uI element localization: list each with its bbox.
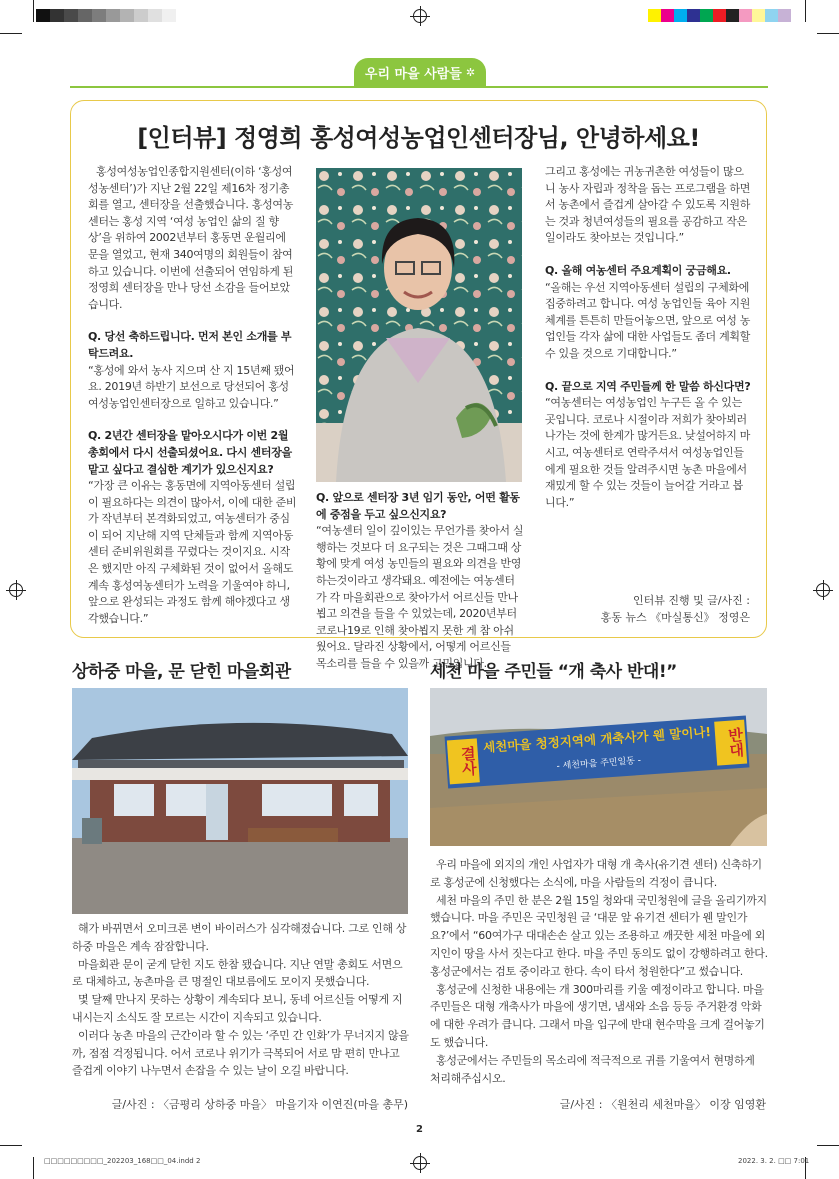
interviewee-photo	[316, 168, 522, 482]
registration-mark-left	[9, 583, 23, 597]
interview-question-1: Q. 당선 축하드립니다. 먼저 본인 소개를 부탁드려요.	[88, 330, 292, 360]
interview-credit	[545, 593, 750, 626]
banner-left-text: 결사	[447, 738, 480, 784]
interview-credit-line-1: 인터뷰 진행 및 글/사진 :	[632, 594, 750, 607]
print-footer-filename: □□□□□□□□□_202203_168□□_04.indd 2	[44, 1157, 201, 1165]
registration-mark-bottom	[413, 1156, 427, 1170]
banner-sub-text: - 세천마을 주민일동 -	[556, 755, 642, 772]
interview-column-3	[545, 164, 751, 511]
banner-right-text: 반대	[714, 720, 747, 766]
registration-mark-top	[413, 9, 427, 23]
protest-banner-photo	[430, 688, 767, 846]
story-left-paragraph: 마을회관 문이 굳게 닫힌 지도 한참 됐습니다. 지난 연말 총회도 서면으로 대체하고, 농촌마을 큰 명절인 대보름에도 모이지 못했습니다.	[72, 957, 403, 989]
interview-answer-5: “여농센터는 여성농업인 누구든 올 수 있는 곳입니다. 코로나 시절이라 저희가 찾아뵈러 나가는 것에 한계가 많거든요. 낮설어하지 마시고, 여농센터로 연락주셔서 여성농업인들에게 필요한 것들 알려주시면 농촌 마을에서 재밌게 할 수 있는 것들이 늘어갈 거라고 봅니다.”	[545, 396, 751, 509]
section-tag	[354, 58, 486, 86]
section-tag-label: 우리 마을 사람들	[364, 66, 462, 82]
interview-answer-2: “가장 큰 이유는 홍동면에 지역아동센터 설립이 필요하다는 의견이 많아서, 이에 대한 준비가 작년부터 본격화되었고, 여농센터가 중심이 되어 지난해 지역 단체들과 함께 지역아동센터 준비위원회를 꾸렸다는 것이지요. 시작은 했지만 아직 구체화된 것이 없어서 올해도 계속 홍성여농센터가 노력을 기울여야 하니, 앞으로 완성되는 과정도 함께 해야겠다고 생각했습니다.”	[88, 479, 297, 625]
story-right-body	[430, 856, 768, 1087]
interview-column-2	[316, 490, 524, 673]
story-right-title: 세천 마을 주민들 “개 축사 반대!”	[430, 662, 677, 682]
story-right-paragraph: 우리 마을에 외지의 개인 사업자가 대형 개 축사(유기견 센터) 신축하기로 홍성군에 신청했다는 소식에, 마을 사람들의 걱정이 큽니다.	[430, 858, 762, 889]
village-hall-photo	[72, 688, 408, 914]
story-right-paragraph: 홍성군에서는 주민들의 목소리에 적극적으로 귀를 기울여서 현명하게 처리해주십시오.	[430, 1053, 755, 1085]
story-left-paragraph: 몇 달째 만나지 못하는 상황이 계속되다 보니, 동네 어르신들 어떻게 지내시는지 소식도 잘 모르는 시간이 지속되고 있습니다.	[72, 993, 403, 1024]
interview-answer-1: “홍성에 와서 농사 지으며 산 지 15년째 됐어요. 2019년 하반기 보선으로 당선되어 홍성여성농업인센터장으로 일하고 있습니다.”	[88, 363, 295, 410]
story-left-paragraph: 이러다 농촌 마을의 근간이라 할 수 있는 ‘주민 간 인화’가 무너지지 않을까, 점점 걱정됩니다. 어서 코로나 위기가 극복되어 서로 맘 편히 만나고 즐겁게 이야기 나누면서 손잡을 수 있는 날이 오길 바랍니다.	[72, 1028, 409, 1078]
registration-mark-right	[816, 583, 830, 597]
section-divider	[70, 86, 768, 88]
interview-column-1	[88, 164, 298, 627]
story-left-body	[72, 920, 410, 1080]
print-footer-timestamp: 2022. 3. 2. □□ 7:01	[738, 1157, 810, 1165]
interview-credit-line-2: 홍동 뉴스 《마실통신》 정영은	[600, 610, 750, 624]
interview-question-3: Q. 앞으로 센터장 3년 임기 동안, 어떤 활동에 중점을 두고 싶으신지요?	[316, 491, 520, 521]
interview-question-5: Q. 끝으로 지역 주민들께 한 말씀 하신다면?	[545, 379, 751, 393]
story-right-credit: 글/사진 : 〈원천리 세천마을〉 이장 임영환	[559, 1098, 766, 1111]
interview-title: [인터뷰] 정영희 홍성여성농업인센터장님, 안녕하세요!	[137, 124, 700, 152]
story-left-paragraph: 해가 바뀌면서 오미크론 변이 바이러스가 심각해졌습니다. 그로 인해 상하중 마을은 계속 잠잠합니다.	[72, 922, 407, 953]
interview-intro: 홍성여성농업인종합지원센터(이하 ‘홍성여성농센터’)가 지난 2월 22일 제16차 정기총회를 열고, 센터장을 선출했습니다. 홍성여농센터는 홍성 지역 ‘여성 농업인 삶의 질 향상’을 위하여 2002년부터 홍동면 운월리에 문을 열었고, 현재 340여명의 회원들이 참여하고 있습니다. 이번에 선출되어 연임하게 된 정영희 센터장을 만나 당선 소감을 들어보았습니다.	[88, 165, 294, 311]
story-left-title: 상하중 마을, 문 닫힌 마을회관	[72, 662, 291, 682]
interview-answer-4: “올해는 우선 지역아동센터 설립의 구체화에 집중하려고 합니다. 여성 농업인들 육아 지원 체계를 튼튼히 만들어놓으면, 앞으로 여성 농업인들 각자 삶에 대한 사업들도 좀더 계획할 수 있을 것으로 기대합니다.”	[545, 280, 751, 360]
story-right-paragraph: 홍성군에 신청한 내용에는 개 300마리를 키울 예정이라고 합니다. 마을 주민들은 대형 개축사가 마을에 생기면, 냄새와 소음 등등 주거환경 악화에 대한 우려가 큽니다. 그래서 마을 입구에 반대 현수막을 크게 걸어놓기도 했습니다.	[430, 982, 765, 1049]
story-left-credit: 글/사진 : 〈금평리 상하중 마을〉 마을기자 이연진(마을 총무)	[111, 1098, 408, 1111]
interview-answer-3: “여농센터 일이 깊이있는 무언가를 찾아서 실행하는 것보다 더 요구되는 것은 그때그때 상황에 맞게 여성 농민들의 필요와 의견을 반영하는것이라고 생각돼요. 예전에는 여농센터가 각 마을회관으로 찾아가서 어르신들 만나뵙고 의견을 들을 수 있었는데, 2020년부터 코로나19로 인해 찾아뵙지 못한 게 참 아쉬웠어요. 달라진 상황에서, 어떻게 어르신들 목소리를 들을 수 있을까 고민입니다.	[316, 524, 524, 670]
sparkle-icon: ✲	[465, 65, 476, 79]
interview-question-4: Q. 올해 여농센터 주요계획이 궁금해요.	[545, 263, 731, 277]
interview-question-2: Q. 2년간 센터장을 맡아오시다가 이번 2월 총회에서 다시 선출되셨어요. 다시 센터장을 맡고 싶다고 결심한 계기가 있으신지요?	[88, 429, 292, 476]
page-number: 2	[416, 1124, 423, 1135]
banner-main-text: 세천마을 청정지역에 개축사가 웬 말이나!	[482, 724, 712, 755]
story-right-paragraph: 세천 마을의 주민 한 분은 2월 15일 청와대 국민청원에 글을 올리기까지 했습니다. 마을 주민은 국민청원 글 ‘대문 앞 유기견 센터가 웬 말인가요?’에서 “60여가구 대대손손 살고 있는 조용하고 깨끗한 세천 마을에 외지인이 땅을 사서 짓는다고 한다. 마을 주민 동의도 없이 강행하려고 한다. 홍성군에서는 검토 중이라고 한다. 속이 타서 청원한다”고 썼습니다.	[430, 893, 768, 978]
interview-answer-3-continued: 그리고 홍성에는 귀농귀촌한 여성들이 많으니 농사 자립과 정착을 돕는 프로그램을 하면서 농촌에서 즐겁게 살아갈 수 있도록 지원하는 것과 청년여성들의 필요를 공감하고 작은 일이라도 찾아보는 것입니다.”	[545, 165, 751, 245]
